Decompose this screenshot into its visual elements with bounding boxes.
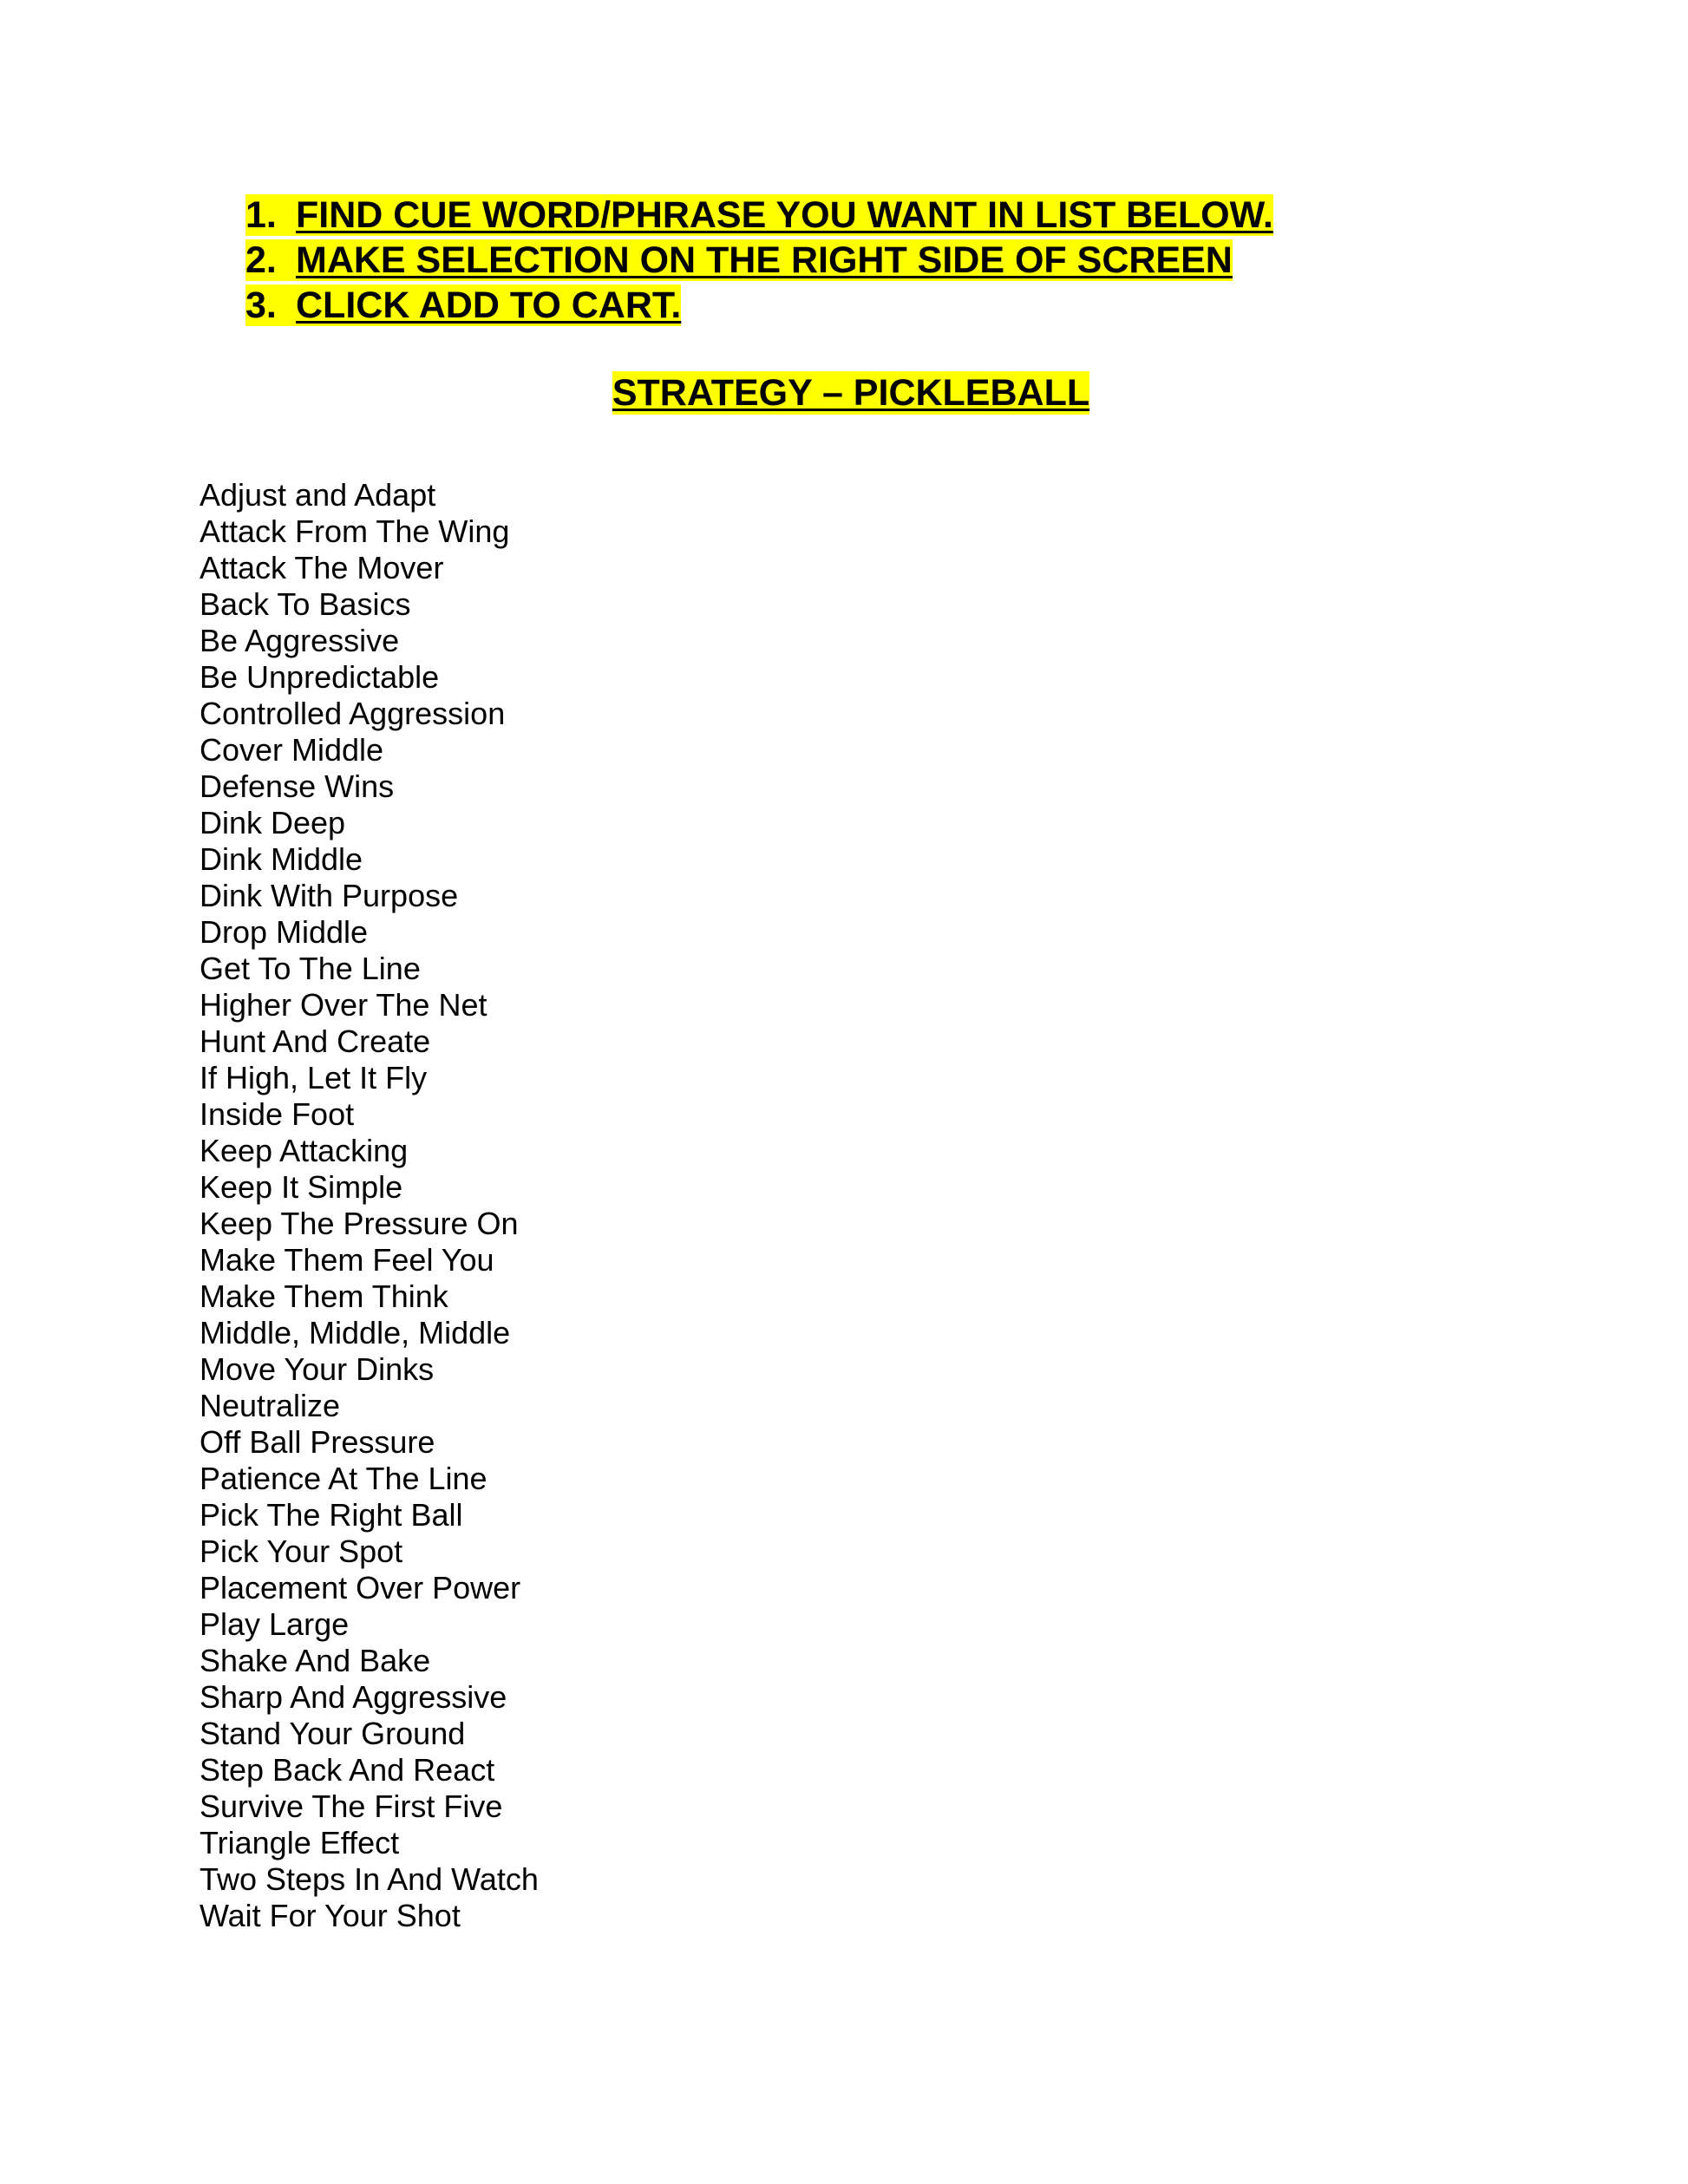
cue-phrase: Patience At The Line xyxy=(200,1461,487,1496)
cue-phrase: Placement Over Power xyxy=(200,1570,521,1605)
cue-phrase: Controlled Aggression xyxy=(200,696,506,731)
cue-phrase: Make Them Think xyxy=(200,1278,448,1314)
cue-phrase: Cover Middle xyxy=(200,732,384,768)
instruction-number: 1. xyxy=(245,194,296,236)
cue-phrase: Adjust and Adapt xyxy=(200,477,436,513)
instructions-list xyxy=(245,194,1273,330)
cue-phrase: Drop Middle xyxy=(200,914,369,950)
cue-phrase: Keep The Pressure On xyxy=(200,1206,519,1241)
cue-phrase: Off Ball Pressure xyxy=(200,1424,435,1460)
cue-phrase: Play Large xyxy=(200,1606,350,1642)
instruction-item xyxy=(245,194,1273,239)
cue-phrase: Sharp And Aggressive xyxy=(200,1679,507,1715)
cue-phrase: Get To The Line xyxy=(200,951,421,986)
instruction-number: 2. xyxy=(245,239,296,281)
cue-phrase: Higher Over The Net xyxy=(200,987,487,1023)
cue-phrase: Pick Your Spot xyxy=(200,1533,403,1569)
section-title: STRATEGY – PICKLEBALL xyxy=(612,372,1090,414)
cue-phrase: Keep Attacking xyxy=(200,1133,409,1168)
cue-phrase: If High, Let It Fly xyxy=(200,1060,428,1095)
cue-phrase: Back To Basics xyxy=(200,586,411,622)
cue-phrase: Be Aggressive xyxy=(200,623,400,658)
cue-phrase: Be Unpredictable xyxy=(200,659,440,695)
cue-phrase: Stand Your Ground xyxy=(200,1716,466,1751)
instruction-item xyxy=(245,284,1273,330)
cue-phrase: Dink With Purpose xyxy=(200,878,459,913)
cue-phrase: Survive The First Five xyxy=(200,1788,503,1824)
cue-phrase: Step Back And React xyxy=(200,1752,495,1788)
cue-phrase: Pick The Right Ball xyxy=(200,1497,463,1533)
instruction-number: 3. xyxy=(245,284,296,326)
cue-phrase: Wait For Your Shot xyxy=(200,1898,461,1933)
section-title-container xyxy=(0,371,1688,415)
cue-phrase: Shake And Bake xyxy=(200,1643,431,1678)
cue-phrase: Neutralize xyxy=(200,1388,341,1423)
instruction-item xyxy=(245,239,1273,284)
cue-phrase: Defense Wins xyxy=(200,768,395,804)
cue-phrase-list xyxy=(200,477,539,1934)
cue-phrase: Keep It Simple xyxy=(200,1169,403,1205)
instruction-text: FIND CUE WORD/PHRASE YOU WANT IN LIST BELOW. xyxy=(296,194,1273,236)
cue-phrase: Triangle Effect xyxy=(200,1825,400,1860)
cue-phrase: Make Them Feel You xyxy=(200,1242,494,1278)
instruction-text: CLICK ADD TO CART. xyxy=(296,284,682,326)
cue-phrase: Middle, Middle, Middle xyxy=(200,1315,511,1350)
cue-phrase: Hunt And Create xyxy=(200,1023,431,1059)
cue-phrase: Dink Middle xyxy=(200,841,363,877)
cue-phrase: Two Steps In And Watch xyxy=(200,1861,539,1897)
instruction-text: MAKE SELECTION ON THE RIGHT SIDE OF SCREEN xyxy=(296,239,1233,281)
cue-phrase: Inside Foot xyxy=(200,1096,355,1132)
cue-phrase: Attack The Mover xyxy=(200,550,444,585)
cue-phrase: Attack From The Wing xyxy=(200,513,510,549)
cue-phrase: Dink Deep xyxy=(200,805,346,840)
cue-phrase: Move Your Dinks xyxy=(200,1351,435,1387)
